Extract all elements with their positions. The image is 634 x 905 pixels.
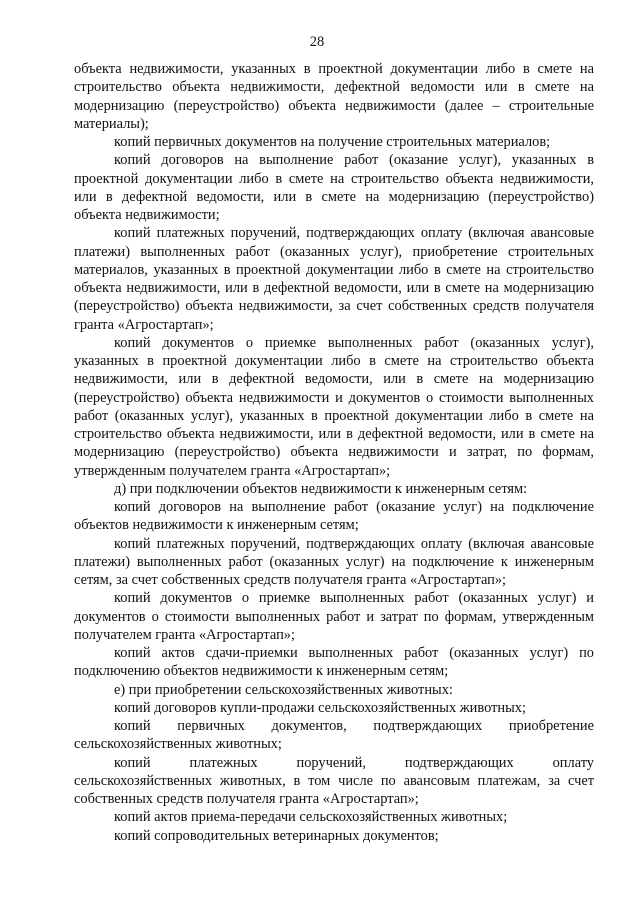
- paragraph: копий платежных поручений, подтверждающих оплату (включая авансовые платежи) выполненных работ (оказанных услуг) на подключение к инженерным сетям, за счет собственных средств получателя гранта «Агростартап»;: [74, 535, 594, 588]
- paragraph: копий платежных поручений, подтверждающих оплату (включая авансовые платежи) выполненных работ (оказанных услуг), приобретение строительных материалов, указанных в проектной документации либо в смете на строительство объекта недвижимости, или в дефектной ведомости, или в смете на модернизацию (переустройство) объекта недвижимости, за счет собственных средств получателя гранта «Агростартап»;: [74, 225, 594, 333]
- paragraph: копий договоров на выполнение работ (оказание услуг), указанных в проектной документации либо в смете на строительство объекта недвижимости, или в дефектной ведомости, или в смете на модернизацию (переустройство) объекта недвижимости;: [74, 152, 594, 223]
- section-heading-d: д) при подключении объектов недвижимости к инженерным сетям:: [114, 480, 528, 497]
- paragraph: копий первичных документов, подтверждающих приобретение сельскохозяйственных животных;: [74, 718, 594, 753]
- paragraph: копий договоров купли-продажи сельскохозяйственных животных;: [114, 699, 526, 716]
- page-number: 28: [309, 34, 325, 50]
- paragraph: копий платежных поручений, подтверждающих оплату сельскохозяйственных животных, в том числе по авансовым платежам, за счет собственных средств получателя гранта «Агростартап»;: [74, 754, 594, 807]
- paragraph: копий актов приема-передачи сельскохозяйственных животных;: [114, 809, 508, 826]
- paragraph: копий документов о приемке выполненных работ (оказанных услуг) и документов о стоимости выполненных работ и затрат по формам, утвержденным получателем гранта «Агростартап»;: [74, 590, 594, 643]
- paragraph: объекта недвижимости, указанных в проектной документации либо в смете на строительство объекта недвижимости, дефектной ведомости или в смете на модернизацию (переустройство) объекта недвижимости (далее – строительные материалы);: [74, 61, 594, 132]
- section-heading-e: е) при приобретении сельскохозяйственных животных:: [114, 681, 453, 698]
- paragraph: копий договоров на выполнение работ (оказание услуг) на подключение объектов недвижимости к инженерным сетям;: [74, 499, 594, 534]
- paragraph: копий актов сдачи-приемки выполненных работ (оказанных услуг) по подключению объектов недвижимости к инженерным сетям;: [74, 645, 594, 680]
- paragraph: копий первичных документов на получение строительных материалов;: [114, 134, 551, 150]
- paragraph: копий документов о приемке выполненных работ (оказанных услуг), указанных в проектной документации либо в смете на строительство объекта недвижимости, или в дефектной ведомости, или в смете на модернизацию (переустройство) объекта недвижимости и документов о стоимости выполненных работ (оказанных услуг), указанных в проектной документации либо в смете на строительство объекта недвижимости, или в дефектной ведомости, или в смете на модернизацию (переустройство) объекта недвижимости и затрат, по формам, утвержденным получателем гранта «Агростартап»;: [74, 334, 594, 479]
- paragraph: копий сопроводительных ветеринарных документов;: [114, 827, 439, 844]
- document-body: [74, 60, 594, 845]
